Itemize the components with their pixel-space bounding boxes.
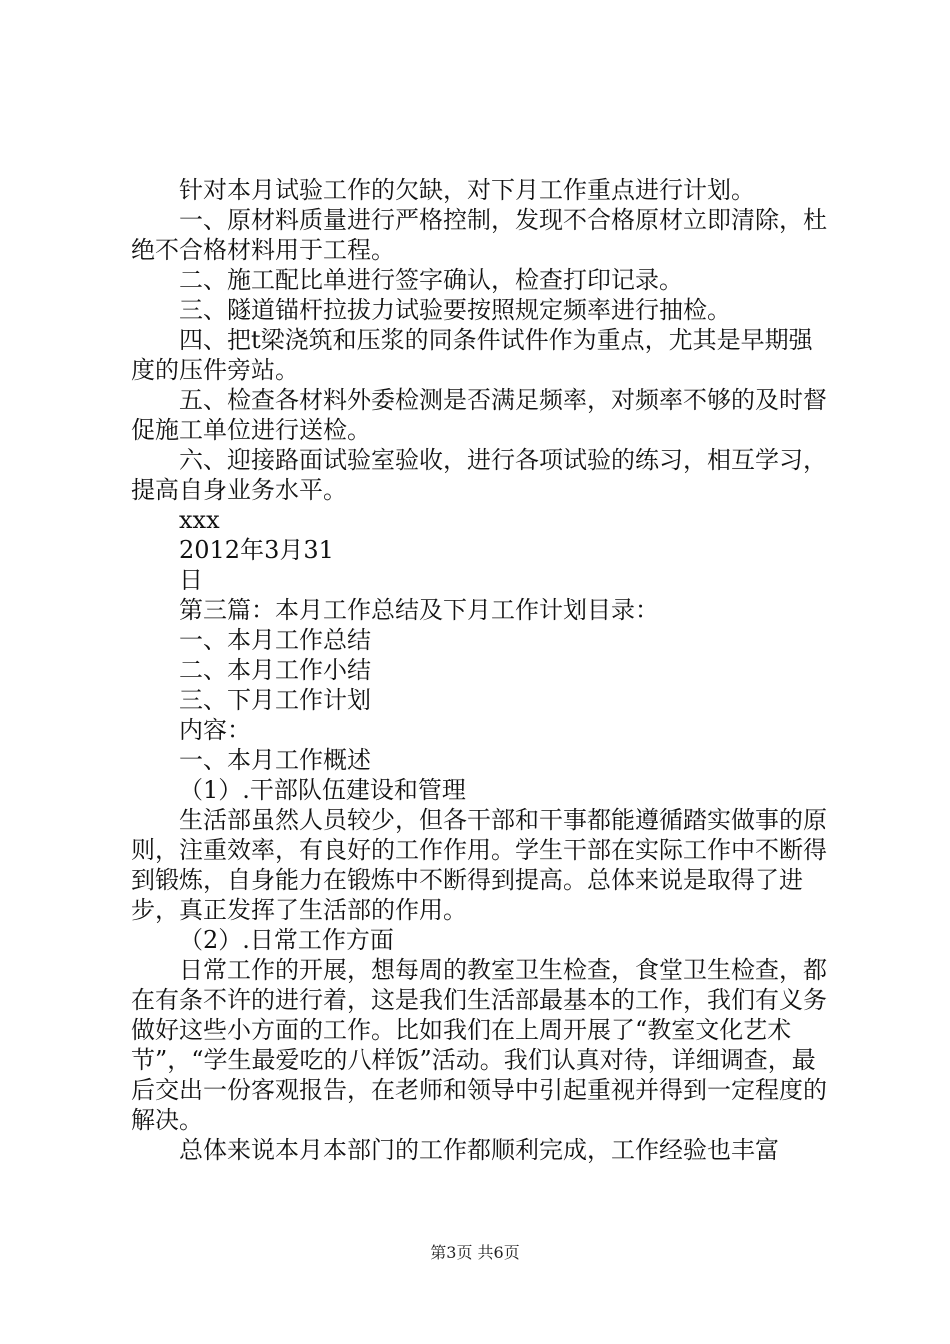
paragraph: 六、迎接路面试验室验收，进行各项试验的练习，相互学习，提高自身业务水平。 bbox=[131, 446, 827, 504]
paragraph: 总体来说本月本部门的工作都顺利完成，工作经验也丰富 bbox=[179, 1136, 779, 1164]
paragraph: 生活部虽然人员较少，但各干部和干事都能遵循踏实做事的原则，注重效率，有良好的工作作用。学生干部在实际工作中不断得到锻炼，自身能力在锻炼中不断得到提高。总体来说是取得了进步，真正发挥了生活部的作用。 bbox=[131, 806, 827, 924]
paragraph: 第三篇：本月工作总结及下月工作计划目录： bbox=[179, 596, 659, 624]
paragraph: 一、本月工作总结 bbox=[179, 626, 371, 654]
paragraph: 一、本月工作概述 bbox=[179, 746, 371, 774]
paragraph: （1）.干部队伍建设和管理 bbox=[179, 776, 466, 804]
document-body bbox=[131, 175, 836, 1165]
paragraph: 五、检查各材料外委检测是否满足频率，对频率不够的及时督促施工单位进行送检。 bbox=[131, 386, 827, 444]
paragraph: xxx bbox=[179, 506, 220, 534]
paragraph: 一、原材料质量进行严格控制，发现不合格原材立即清除，杜绝不合格材料用于工程。 bbox=[131, 206, 827, 264]
paragraph: 二、施工配比单进行签字确认，检查打印记录。 bbox=[179, 266, 683, 294]
page-footer: 第3页 共6页 bbox=[430, 1243, 520, 1262]
paragraph: 三、下月工作计划 bbox=[179, 686, 371, 714]
paragraph: 针对本月试验工作的欠缺，对下月工作重点进行计划。 bbox=[179, 176, 755, 204]
paragraph: 日 bbox=[179, 566, 203, 594]
paragraph: （2）.日常工作方面 bbox=[179, 926, 394, 954]
paragraph: 日常工作的开展，想每周的教室卫生检查，食堂卫生检查，都在有条不许的进行着，这是我们生活部最基本的工作，我们有义务做好这些小方面的工作。比如我们在上周开展了“教室文化艺术节”，“学生最爱吃的八样饭”活动。我们认真对待，详细调查，最后交出一份客观报告，在老师和领导中引起重视并得到一定程度的解决。 bbox=[131, 956, 827, 1134]
paragraph: 2012年3月31 bbox=[179, 536, 334, 564]
paragraph: 内容： bbox=[179, 716, 251, 744]
paragraph: 二、本月工作小结 bbox=[179, 656, 371, 684]
paragraph: 四、把t梁浇筑和压浆的同条件试件作为重点，尤其是早期强度的压件旁站。 bbox=[131, 326, 813, 384]
paragraph: 三、隧道锚杆拉拔力试验要按照规定频率进行抽检。 bbox=[179, 296, 731, 324]
